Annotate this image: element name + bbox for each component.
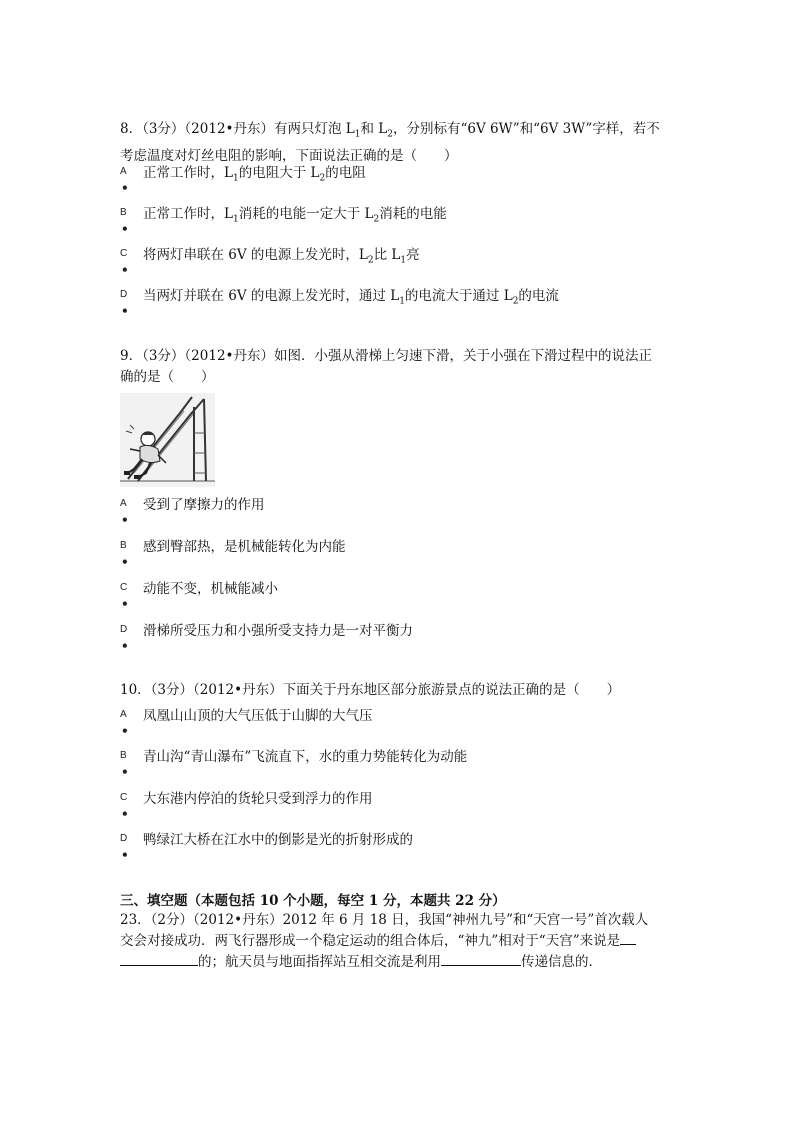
q10-option-d: 鸭绿江大桥在江水中的倒影是光的折射形成的 <box>143 832 413 848</box>
option-dot: • <box>121 765 129 779</box>
question-8-stem <box>120 119 680 167</box>
q8-stem-text: 和 L <box>360 121 388 137</box>
option-dot: • <box>121 304 129 318</box>
question-9-line-2: 确的是（ ） <box>120 369 215 385</box>
option-dot: • <box>121 513 129 527</box>
q23-text: 的；航天员与地面指挥站互相交流是利用 <box>198 954 441 970</box>
option-letter: C <box>120 582 128 593</box>
answer-blank-2[interactable] <box>441 952 521 966</box>
q23-text: 交会对接成功．两飞行器形成一个稳定运动的组合体后，“神九”相对于“天宫”来说是 <box>120 933 621 949</box>
option-letter: A <box>120 709 127 720</box>
q8-option-a: 正常工作时，$L_1$的电阻大于 $L_2$的电阻 <box>143 165 366 184</box>
option-dot: • <box>121 724 129 738</box>
question-23 <box>120 910 680 973</box>
q8-option-c: 将两灯串联在 6V 的电源上发光时，$L_2$比 $L_1$亮 <box>143 247 420 266</box>
question-9-line-1: 9．（3分）（2012•丹东）如图．小强从滑梯上匀速下滑，关于小强在下滑过程中的说法正 <box>120 348 652 364</box>
section-heading: 三、填空题（本题包括 10 个小题，每空 1 分，本题共 22 分） <box>120 893 506 909</box>
q9-option-b: 感到臀部热，是机械能转化为内能 <box>143 539 346 555</box>
q8-stem-text: ，分别标有“6V 6W”和“6V 3W”字样，若不 <box>393 121 660 137</box>
q9-option-a: 受到了摩擦力的作用 <box>143 497 265 513</box>
option-letter: B <box>120 207 127 218</box>
option-dot: • <box>121 222 129 236</box>
q10-option-c: 大东港内停泊的货轮只受到浮力的作用 <box>143 791 373 807</box>
q10-option-b: 青山沟“青山瀑布”飞流直下，水的重力势能转化为动能 <box>143 749 468 765</box>
option-letter: D <box>120 624 128 635</box>
question-8-line-2: 考虑温度对灯丝电阻的影响，下面说法正确的是（ ） <box>120 147 458 164</box>
option-dot: • <box>121 597 129 611</box>
q9-option-c: 动能不变，机械能减小 <box>143 581 278 597</box>
option-dot: • <box>121 807 129 821</box>
answer-blank[interactable] <box>620 931 636 945</box>
slide-illustration <box>120 393 215 487</box>
option-letter: A <box>120 166 127 177</box>
q8-option-b: 正常工作时，$L_1$消耗的电能一定大于 $L_2$消耗的电能 <box>143 206 447 225</box>
answer-blank-1[interactable] <box>120 952 198 966</box>
question-9-stem <box>120 346 680 388</box>
question-10-stem: 10．（3分）（2012•丹东）下面关于丹东地区部分旅游景点的说法正确的是（ ） <box>120 682 621 698</box>
question-23-line-3 <box>120 952 680 973</box>
q8-subscript: 1 <box>354 129 361 140</box>
option-letter: C <box>120 248 128 259</box>
question-23-line-1: 23．（2分）（2012•丹东）2012 年 6 月 18 日，我国“神州九号”和“天宫一号”首次载人 <box>120 912 649 928</box>
question-23-line-2 <box>120 931 680 952</box>
q23-text: 传递信息的． <box>521 954 602 970</box>
option-letter: D <box>120 833 128 844</box>
option-letter: D <box>120 289 128 300</box>
option-letter: B <box>120 750 127 761</box>
slide-figure <box>120 393 215 487</box>
question-8-line-1 <box>120 119 680 146</box>
option-dot: • <box>121 848 129 862</box>
option-letter: B <box>120 540 127 551</box>
option-dot: • <box>121 263 129 277</box>
option-letter: C <box>120 792 128 803</box>
option-dot: • <box>121 555 129 569</box>
q8-stem-text: 8．（3分）（2012•丹东）有两只灯泡 L <box>120 121 355 137</box>
q8-option-d: 当两灯并联在 6V 的电源上发光时，通过 $L_1$的电流大于通过 $L_2$的电流 <box>143 288 559 307</box>
q9-option-d: 滑梯所受压力和小强所受支持力是一对平衡力 <box>143 623 413 639</box>
option-dot: • <box>121 181 129 195</box>
q10-option-a: 凤凰山山顶的大气压低于山脚的大气压 <box>143 708 373 724</box>
q8-subscript: 2 <box>387 129 393 140</box>
option-letter: A <box>120 498 127 509</box>
option-dot: • <box>121 639 129 653</box>
